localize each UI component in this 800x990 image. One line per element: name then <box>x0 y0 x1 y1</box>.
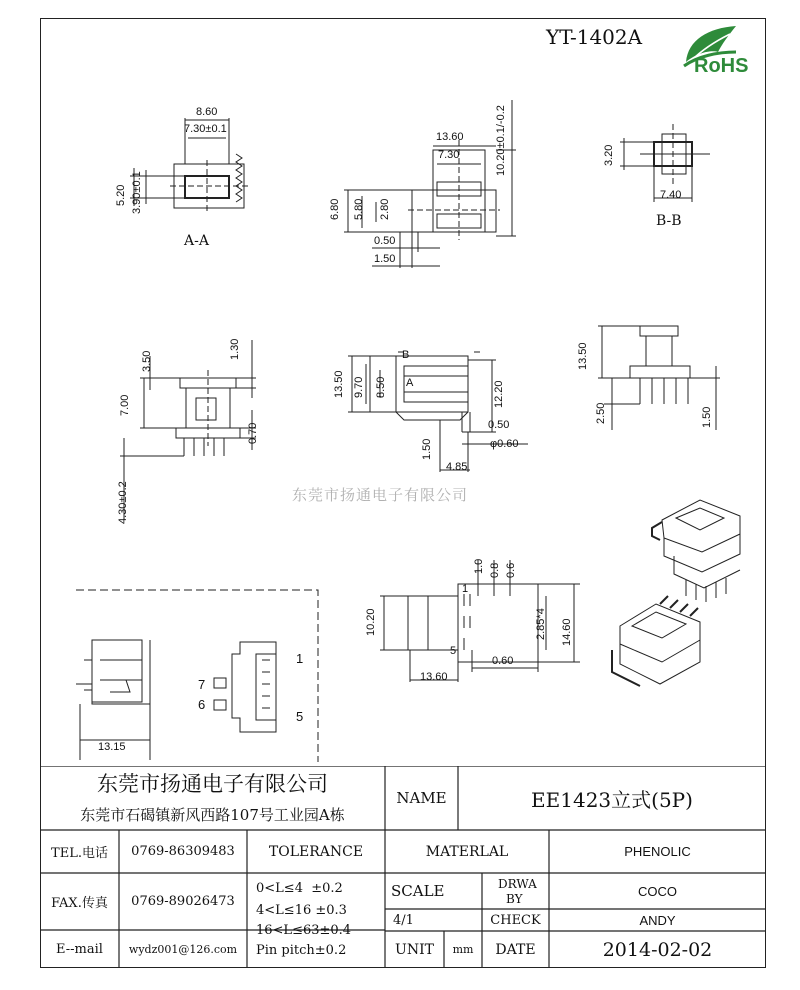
dim-label: 13.60 <box>420 671 448 683</box>
dim-label: 13.60 <box>436 131 464 143</box>
drawn-by-value: COCO <box>638 883 677 899</box>
dim-label: 3.90±0.1 <box>131 171 143 214</box>
unit-value: mm <box>452 943 474 956</box>
email-label: E--mail <box>56 941 103 957</box>
pin-number-label: 1 <box>462 583 469 595</box>
dim-label: 0.50 <box>488 419 510 431</box>
tolerance-line: 4<L≤16 ±0.3 <box>256 903 347 918</box>
scale-label: SCALE <box>391 882 445 900</box>
dim-label: 0.6 <box>505 562 517 578</box>
part-name-value: EE1423立式(5P) <box>531 787 693 812</box>
date-value: 2014-02-02 <box>602 938 713 961</box>
dim-label: 1.50 <box>421 438 433 460</box>
dim-label: 2.85*4 <box>535 608 547 640</box>
dim-label: 14.60 <box>561 618 573 646</box>
section-marker-a: A <box>406 377 414 389</box>
pin-number-label: 6 <box>198 697 206 712</box>
dim-label: 2.50 <box>595 402 607 424</box>
part-number: YT-1402A <box>546 25 643 49</box>
fax-label: FAX.传真 <box>51 896 108 911</box>
dim-label: 13.50 <box>577 342 589 370</box>
dim-label: 9.70 <box>353 376 365 398</box>
tolerance-line: Pin pitch±0.2 <box>256 943 347 958</box>
company-name: 东莞市扬通电子有限公司 <box>97 772 328 796</box>
dim-label: 4.85 <box>446 461 468 473</box>
dim-label: 0.8 <box>489 562 501 578</box>
name-label: NAME <box>396 789 447 807</box>
watermark: 东莞市扬通电子有限公司 <box>292 486 469 504</box>
dim-label: 1.0 <box>473 558 485 574</box>
section-label-bb: B-B <box>656 213 682 229</box>
pin-number-label: 5 <box>296 709 304 724</box>
email-value: wydz001@126.com <box>128 942 238 956</box>
pcb-layout-region <box>76 590 318 762</box>
unit-label: UNIT <box>395 941 434 958</box>
section-label-aa: A-A <box>184 233 209 249</box>
material-label: MATERLAL <box>425 843 509 860</box>
dim-label: 0.50 <box>374 235 396 247</box>
dim-label: 13.50 <box>333 370 345 398</box>
dim-label: 2.80 <box>379 198 391 220</box>
material-value: PHENOLIC <box>624 844 691 859</box>
isometric-view-top <box>652 500 740 602</box>
section-marker-b: B <box>402 349 410 361</box>
dim-label: 1.50 <box>701 406 713 428</box>
tolerance-line: 16<L≤63±0.4 <box>256 923 352 938</box>
dim-label: 8.60 <box>196 106 218 118</box>
dim-label: 4.30±0.2 <box>117 481 129 524</box>
pin-number-label: 5 <box>450 645 457 657</box>
title-block <box>40 766 766 968</box>
tolerance-line: 0<L≤4 ±0.2 <box>256 881 343 896</box>
tel-value: 0769-86309483 <box>131 844 235 859</box>
dim-label: 1.30 <box>229 338 241 360</box>
dim-label: 3.20 <box>603 144 615 166</box>
bottom-view <box>380 560 580 682</box>
pin-number-label: 1 <box>296 651 304 666</box>
dim-label: 5.20 <box>115 184 127 206</box>
dim-label: 13.15 <box>98 741 126 753</box>
dim-label: 7.30±0.1 <box>184 123 227 135</box>
dim-label: 6.80 <box>329 198 341 220</box>
isometric-view-bottom <box>612 596 700 686</box>
pin-number-label: 7 <box>198 677 206 692</box>
fax-value: 0769-89026473 <box>131 894 235 909</box>
company-address: 东莞市石碣镇新风西路107号工业园A栋 <box>80 805 345 824</box>
dim-label: 7.00 <box>119 394 131 416</box>
dim-label: 12.20 <box>493 380 505 408</box>
tolerance-label: TOLERANCE <box>268 843 364 860</box>
tel-label: TEL.电话 <box>51 846 108 861</box>
dim-label: 7.40 <box>660 189 682 201</box>
dim-label: 0.70 <box>247 422 259 444</box>
scale-value: 4/1 <box>393 912 414 928</box>
dim-label: 0.60 <box>492 655 514 667</box>
dim-label: 8.50 <box>375 376 387 398</box>
dim-label: 5.80 <box>353 198 365 220</box>
check-value: ANDY <box>639 912 676 928</box>
dim-label: 10.20±0.1/-0.2 <box>495 105 507 176</box>
dim-label: 7.30 <box>438 149 460 161</box>
drawn-by-label: BY <box>506 892 523 906</box>
dim-label: φ0.60 <box>490 438 519 450</box>
drawn-by-label: DRWA <box>498 877 537 891</box>
rohs-text: RoHS <box>694 55 749 77</box>
front-view-top <box>344 100 516 268</box>
date-label: DATE <box>495 941 536 958</box>
dim-label: 10.20 <box>365 608 377 636</box>
dim-label: 1.50 <box>374 253 396 265</box>
section-view-center <box>348 349 528 472</box>
check-label: CHECK <box>490 912 541 928</box>
dim-label: 3.50 <box>141 350 153 372</box>
